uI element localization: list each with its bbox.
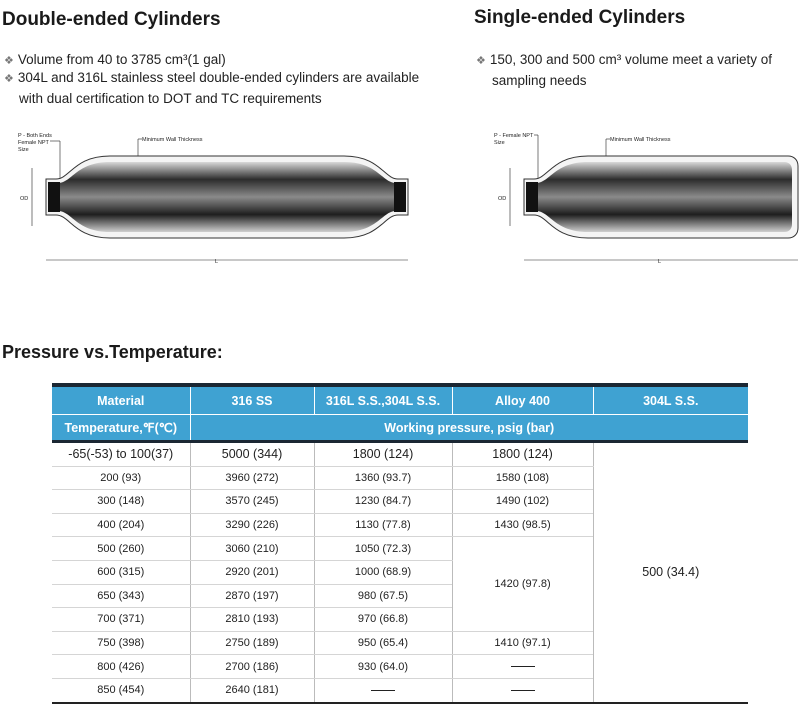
value-cell: 970 (66.8) (314, 608, 452, 632)
dash-line (511, 666, 535, 667)
temp-cell: 500 (260) (52, 537, 190, 561)
double-bullet-certification (4, 67, 419, 90)
value-cell: 3570 (245) (190, 490, 314, 514)
value-cell: 1490 (102) (452, 490, 593, 514)
value-cell: 2920 (201) (190, 560, 314, 584)
single-length-label: L (658, 259, 662, 265)
pressure-title: Pressure vs.Temperature: (2, 342, 223, 362)
value-cell: 1430 (98.5) (452, 513, 593, 537)
single-ended-title: Single-ended Cylinders (474, 7, 686, 28)
single-port-label-line2: Size (494, 140, 505, 146)
value-cell: 5000 (344) (190, 442, 314, 467)
value-cell: 1360 (93.7) (314, 466, 452, 490)
header-304l: 304L S.S. (593, 385, 748, 415)
value-cell: 3060 (210) (190, 537, 314, 561)
double-bullet-volume-text: Volume from 40 to 3785 cm³(1 gal) (17, 52, 226, 67)
temp-cell: 650 (343) (52, 584, 190, 608)
temp-cell: 800 (426) (52, 655, 190, 679)
diamond-bullet-icon: ❖ (476, 55, 486, 67)
empty-dash-cell (452, 678, 593, 702)
value-cell: 930 (64.0) (314, 655, 452, 679)
double-bullet-certification-text: 304L and 316L stainless steel double-ended cylinders are available (17, 70, 420, 85)
temp-cell: 300 (148) (52, 490, 190, 514)
header-316l-304l: 316L S.S.,304L S.S. (314, 385, 452, 415)
pressure-table (52, 383, 748, 704)
single-bullet-volume (476, 49, 772, 72)
temp-cell: 600 (315) (52, 560, 190, 584)
value-cell: 3290 (226) (190, 513, 314, 537)
value-cell: 1050 (72.3) (314, 537, 452, 561)
value-cell: 2700 (186) (190, 655, 314, 679)
value-cell: 2750 (189) (190, 631, 314, 655)
value-cell: 2870 (197) (190, 584, 314, 608)
length-label: L (215, 259, 219, 265)
double-bullet-certification-cont: with dual certification to DOT and TC requirements (19, 91, 322, 106)
table-subheader-row (52, 415, 748, 442)
alloy-merged-cell: 1420 (97.8) (452, 537, 593, 631)
value-cell: 1000 (68.9) (314, 560, 452, 584)
wall-thickness-label: Minimum Wall Thickness (142, 137, 203, 143)
diamond-bullet-icon: ❖ (4, 73, 14, 85)
header-316ss: 316 SS (190, 385, 314, 415)
header-material: Material (52, 385, 190, 415)
table-header-row (52, 385, 748, 415)
header-working-pressure: Working pressure, psig (bar) (190, 415, 748, 442)
single-od-label: OD (498, 196, 507, 202)
single-port-label-line1: P - Female NPT (494, 133, 534, 139)
value-cell: 1130 (77.8) (314, 513, 452, 537)
temp-cell: -65(-53) to 100(37) (52, 442, 190, 467)
single-ended-cylinder-diagram (488, 128, 800, 268)
diamond-bullet-icon: ❖ (4, 55, 14, 67)
dash-line (511, 690, 535, 691)
double-ended-title: Double-ended Cylinders (2, 9, 221, 30)
table-row (52, 442, 748, 467)
port-label-line2: Female NPT (18, 140, 49, 146)
temp-cell: 200 (93) (52, 466, 190, 490)
value-cell: 3960 (272) (190, 466, 314, 490)
header-alloy400: Alloy 400 (452, 385, 593, 415)
port-label-line1: P - Both Ends (18, 133, 52, 139)
value-cell: 950 (65.4) (314, 631, 452, 655)
temp-cell: 850 (454) (52, 678, 190, 702)
value-cell: 2640 (181) (190, 678, 314, 702)
value-cell: 1800 (124) (314, 442, 452, 467)
single-bullet-volume-text: 150, 300 and 500 cm³ volume meet a variety of (489, 52, 773, 67)
value-cell: 1800 (124) (452, 442, 593, 467)
dash-line (371, 690, 395, 691)
value-cell: 2810 (193) (190, 608, 314, 632)
value-cell: 1580 (108) (452, 466, 593, 490)
value-cell: 980 (67.5) (314, 584, 452, 608)
port-label-line3: Size (18, 147, 29, 153)
temp-cell: 400 (204) (52, 513, 190, 537)
single-bullet-volume-cont: sampling needs (492, 73, 587, 88)
od-label: OD (20, 196, 29, 202)
temp-cell: 750 (398) (52, 631, 190, 655)
temp-cell: 700 (371) (52, 608, 190, 632)
single-wall-thickness-label: Minimum Wall Thickness (610, 137, 671, 143)
value-cell: 1410 (97.1) (452, 631, 593, 655)
double-ended-cylinder-diagram (10, 128, 410, 268)
empty-dash-cell (452, 655, 593, 679)
header-temperature: Temperature,℉(℃) (52, 415, 190, 442)
value-cell: 1230 (84.7) (314, 490, 452, 514)
ss304-merged-cell: 500 (34.4) (593, 442, 748, 703)
empty-dash-cell (314, 678, 452, 702)
